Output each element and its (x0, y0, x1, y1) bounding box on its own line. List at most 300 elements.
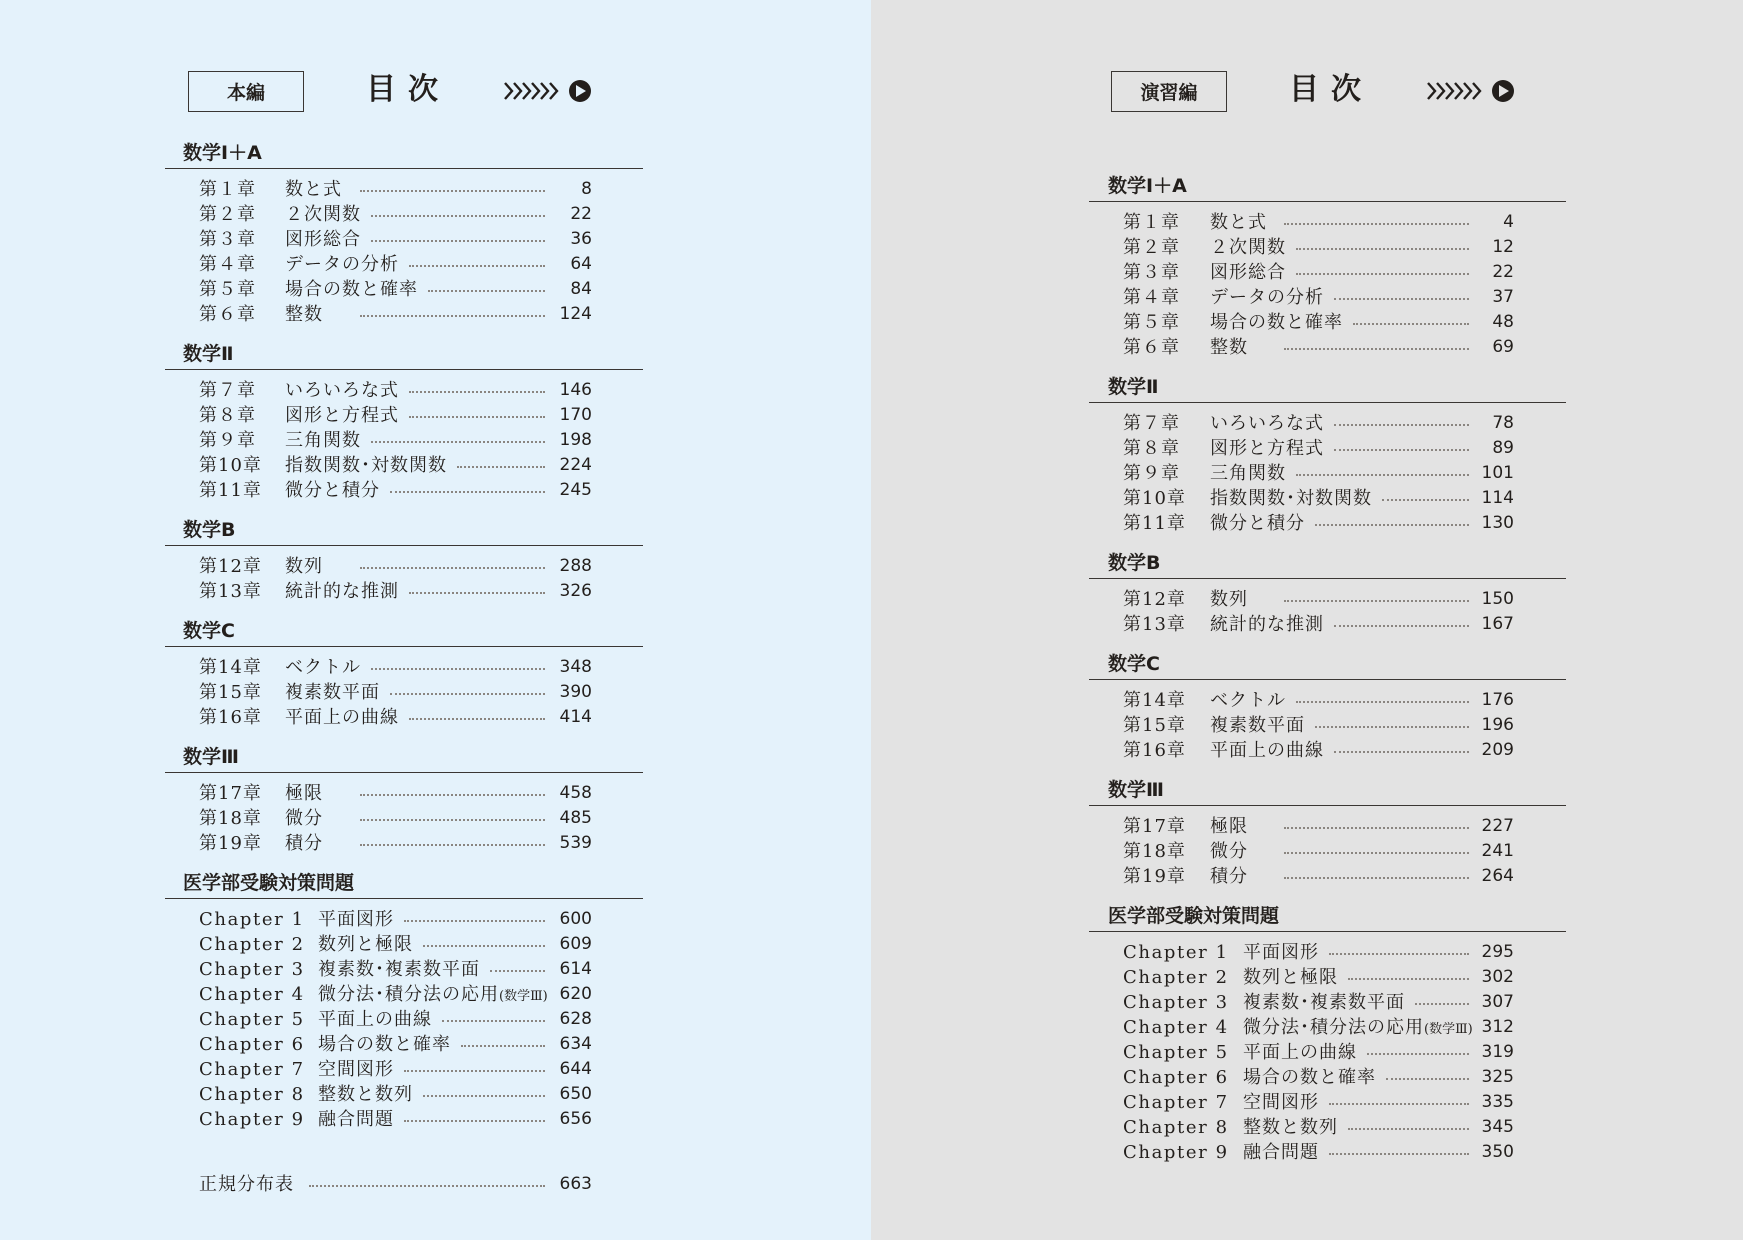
chapter-number: 第10章 (1123, 488, 1186, 509)
toc-entry[interactable] (1123, 1065, 1514, 1090)
chapter-title-text: 三角関数 (1210, 463, 1286, 484)
leader-dots (371, 215, 545, 217)
honpen-panel (0, 0, 871, 1240)
leader-dots (442, 1020, 545, 1022)
chapter-title-text: 融合問題 (318, 1109, 394, 1130)
toc-entry[interactable] (1123, 1015, 1514, 1040)
chapter-number: Chapter 8 (1123, 1117, 1229, 1138)
section-rule (165, 369, 643, 370)
chapter-title-text: データの分析 (285, 254, 399, 275)
leader-dots (1284, 600, 1469, 602)
appendix-title-text: 正規分布表 (199, 1174, 294, 1195)
chapter-number: 第８章 (1123, 438, 1180, 459)
chapter-title (318, 1107, 394, 1132)
page-number: 150 (1481, 589, 1514, 609)
page-number: 620 (559, 984, 592, 1004)
toc-entry[interactable] (1123, 461, 1514, 486)
leader-dots (1315, 726, 1469, 728)
chapter-title (1210, 260, 1286, 285)
toc-entry[interactable] (199, 478, 592, 503)
chapter-number: 第13章 (1123, 614, 1186, 635)
page-number: 167 (1481, 614, 1514, 634)
leader-dots (1296, 273, 1469, 275)
chapter-number: 第19章 (199, 833, 262, 854)
chapter-title-text: 極限 (285, 783, 323, 804)
leader-dots (390, 693, 545, 695)
toc-entry[interactable] (1123, 335, 1514, 360)
chapter-title-text: 場合の数と確率 (1243, 1067, 1376, 1088)
toc-entry[interactable] (199, 252, 592, 277)
page-number: 288 (559, 556, 592, 576)
chapter-number: Chapter 7 (1123, 1092, 1229, 1113)
leader-dots (1315, 524, 1469, 526)
chapter-title-text: 複素数平面 (285, 682, 380, 703)
chapter-title (1243, 1015, 1473, 1042)
chapter-number: 第２章 (199, 204, 256, 225)
page-number: 101 (1481, 463, 1514, 483)
toc-entry[interactable] (199, 1007, 592, 1032)
toc-entry[interactable] (199, 177, 592, 202)
toc-entry[interactable] (1123, 612, 1514, 637)
chapter-title-text: 数列 (1210, 589, 1248, 610)
page-number: 650 (559, 1084, 592, 1104)
enshu-title: 目次 (1289, 72, 1373, 107)
chapter-number: Chapter 8 (199, 1084, 305, 1105)
chapter-title (1210, 335, 1248, 360)
chapter-title (318, 932, 413, 957)
page-number: 69 (1492, 337, 1514, 357)
toc-entry[interactable] (1123, 411, 1514, 436)
leader-dots (1334, 751, 1469, 753)
chapter-number: 第16章 (199, 707, 262, 728)
leader-dots (409, 592, 545, 594)
toc-entry[interactable] (1123, 864, 1514, 889)
page-number: 628 (559, 1009, 592, 1029)
chapter-number: 第11章 (1123, 513, 1186, 534)
chapter-number: 第17章 (1123, 816, 1186, 837)
toc-entry[interactable] (1123, 1140, 1514, 1165)
chapter-number: Chapter 1 (1123, 942, 1229, 963)
chapter-title (1210, 411, 1324, 436)
leader-dots (371, 240, 545, 242)
chapter-title-text: ベクトル (285, 657, 361, 678)
chapter-title (318, 957, 480, 982)
chapter-title-text: 整数 (1210, 337, 1248, 358)
page-number: 295 (1481, 942, 1514, 962)
chapter-number: 第８章 (199, 405, 256, 426)
chapter-title-text: 微分 (1210, 841, 1248, 862)
leader-dots (360, 844, 545, 846)
toc-entry[interactable] (1123, 587, 1514, 612)
chapter-title-text: 統計的な推測 (1210, 614, 1324, 635)
page-number: 12 (1492, 237, 1514, 257)
page-number: 319 (1481, 1042, 1514, 1062)
leader-dots (1296, 474, 1469, 476)
toc-entry[interactable] (1123, 814, 1514, 839)
toc-entry[interactable] (1123, 310, 1514, 335)
chapter-title (1210, 310, 1343, 335)
appendix-title (199, 1172, 294, 1197)
section-rule (165, 772, 643, 773)
chapter-number: 第４章 (1123, 287, 1180, 308)
chapter-title-text: 微分法･積分法の応用 (1243, 1017, 1424, 1038)
chapter-number: Chapter 9 (199, 1109, 305, 1130)
toc-entry[interactable] (199, 907, 592, 932)
chapter-title (285, 227, 361, 252)
toc-entry[interactable] (1123, 285, 1514, 310)
leader-dots (360, 819, 545, 821)
chapter-number: 第14章 (199, 657, 262, 678)
leader-dots (1284, 877, 1469, 879)
chapter-title (1243, 990, 1405, 1015)
chapter-title-text: 数と式 (285, 179, 342, 200)
toc-entry[interactable] (199, 579, 592, 604)
toc-entry[interactable] (1123, 738, 1514, 763)
chapter-number: Chapter 1 (199, 909, 305, 930)
chapter-number: 第19章 (1123, 866, 1186, 887)
chapter-title (1210, 612, 1324, 637)
toc-entry[interactable] (1123, 210, 1514, 235)
chapter-title-text: ベクトル (1210, 690, 1286, 711)
chapter-title-text: 複素数平面 (1210, 715, 1305, 736)
chapter-title-text: いろいろな式 (1210, 413, 1324, 434)
leader-dots (1284, 348, 1469, 350)
page-number: 644 (559, 1059, 592, 1079)
section-title: 数学Ⅱ (183, 343, 234, 365)
chapter-title (285, 680, 380, 705)
chapter-title-note: (数学Ⅲ) (1424, 1022, 1473, 1037)
toc-entry[interactable] (1123, 1040, 1514, 1065)
chapter-number: 第12章 (199, 556, 262, 577)
chapter-title-text: 図形と方程式 (1210, 438, 1324, 459)
chapter-number: 第15章 (1123, 715, 1186, 736)
chapter-number: Chapter 5 (199, 1009, 305, 1030)
chapter-title-text: 空間図形 (1243, 1092, 1319, 1113)
section-title: 数学B (183, 519, 236, 541)
chapter-title (1243, 1090, 1319, 1115)
chapter-number: Chapter 2 (1123, 967, 1229, 988)
chapter-title-text: 積分 (285, 833, 323, 854)
chapter-title-text: 数列と極限 (1243, 967, 1338, 988)
chapter-title (285, 806, 323, 831)
chapter-title (1210, 486, 1372, 511)
page-number: 176 (1481, 690, 1514, 710)
chapter-number: Chapter 5 (1123, 1042, 1229, 1063)
chapter-title (285, 478, 380, 503)
toc-entry[interactable] (199, 302, 592, 327)
chapter-title (318, 1007, 432, 1032)
toc-entry[interactable] (199, 655, 592, 680)
chapter-number: 第18章 (199, 808, 262, 829)
chapter-number: Chapter 4 (199, 984, 305, 1005)
leader-dots (371, 441, 545, 443)
chapter-title (1210, 839, 1248, 864)
chapter-title-text: 平面図形 (318, 909, 394, 930)
section-title: 医学部受験対策問題 (183, 872, 355, 894)
arrow-chevrons-icon (503, 78, 593, 104)
chapter-title-text: 統計的な推測 (285, 581, 399, 602)
section-title: 数学B (1108, 552, 1161, 574)
toc-entry[interactable] (1123, 511, 1514, 536)
leader-dots (423, 945, 545, 947)
chapter-number: 第16章 (1123, 740, 1186, 761)
toc-entry[interactable] (199, 428, 592, 453)
chapter-title-text: 微分と積分 (285, 480, 380, 501)
chapter-title (1210, 814, 1248, 839)
chapter-title (318, 1082, 413, 1107)
page-number: 325 (1481, 1067, 1514, 1087)
toc-entry[interactable] (199, 227, 592, 252)
page-number: 37 (1492, 287, 1514, 307)
chapter-title-text: 場合の数と確率 (318, 1034, 451, 1055)
chapter-title-text: 場合の数と確率 (1210, 312, 1343, 333)
toc-entry[interactable] (199, 1082, 592, 1107)
chapter-title (1210, 587, 1248, 612)
section-title: 数学C (1108, 653, 1160, 675)
chapter-title (285, 277, 418, 302)
page-number: 124 (559, 304, 592, 324)
chapter-title-text: 複素数･複素数平面 (318, 959, 480, 980)
page-number: 130 (1481, 513, 1514, 533)
toc-entry[interactable] (199, 202, 592, 227)
leader-dots (1334, 449, 1469, 451)
leader-dots (404, 920, 545, 922)
section-rule (1089, 931, 1566, 932)
chapter-title-text: 平面上の曲線 (1243, 1042, 1357, 1063)
toc-entry[interactable] (1123, 235, 1514, 260)
leader-dots (1284, 223, 1469, 225)
chapter-number: Chapter 3 (1123, 992, 1229, 1013)
toc-entry[interactable] (1123, 1090, 1514, 1115)
toc-entry[interactable] (1123, 965, 1514, 990)
leader-dots (409, 416, 545, 418)
chapter-title (285, 579, 399, 604)
leader-dots (404, 1070, 545, 1072)
page-number: 312 (1481, 1017, 1514, 1037)
chapter-title (285, 831, 323, 856)
chapter-title-text: 極限 (1210, 816, 1248, 837)
chapter-number: 第７章 (199, 380, 256, 401)
arrow-chevrons-icon (1426, 78, 1516, 104)
chapter-title (1210, 864, 1248, 889)
chapter-number: 第４章 (199, 254, 256, 275)
chapter-title-text: 整数と数列 (1243, 1117, 1338, 1138)
chapter-title (285, 655, 361, 680)
page-number: 241 (1481, 841, 1514, 861)
page-number: 196 (1481, 715, 1514, 735)
chapter-title-text: 指数関数･対数関数 (285, 455, 447, 476)
chapter-number: Chapter 7 (199, 1059, 305, 1080)
toc-entry[interactable] (199, 932, 592, 957)
honpen-badge: 本編 (188, 71, 304, 112)
chapter-number: 第２章 (1123, 237, 1180, 258)
leader-dots (1334, 625, 1469, 627)
chapter-title-text: 場合の数と確率 (285, 279, 418, 300)
chapter-title-text: 平面上の曲線 (1210, 740, 1324, 761)
page-number: 22 (1492, 262, 1514, 282)
chapter-number: 第５章 (199, 279, 256, 300)
section-rule (1089, 805, 1566, 806)
leader-dots (1348, 978, 1469, 980)
toc-entry[interactable] (199, 831, 592, 856)
page-number: 8 (581, 179, 592, 199)
toc-entry[interactable] (199, 453, 592, 478)
page-number: 22 (570, 204, 592, 224)
leader-dots (1334, 298, 1469, 300)
chapter-number: 第18章 (1123, 841, 1186, 862)
chapter-title-text: 図形総合 (285, 229, 361, 250)
toc-entry[interactable] (1123, 260, 1514, 285)
chapter-number: 第３章 (1123, 262, 1180, 283)
chapter-title (285, 177, 342, 202)
section-rule (1089, 402, 1566, 403)
chapter-title-text: ２次関数 (285, 204, 361, 225)
chapter-number: Chapter 2 (199, 934, 305, 955)
chapter-title-text: 数列と極限 (318, 934, 413, 955)
toc-entry[interactable] (199, 378, 592, 403)
chapter-number: 第９章 (1123, 463, 1180, 484)
page-number: 614 (559, 959, 592, 979)
chapter-title-text: 数列 (285, 556, 323, 577)
chapter-title (1210, 688, 1286, 713)
section-title: 数学Ⅲ (183, 746, 239, 768)
page-number: 78 (1492, 413, 1514, 433)
toc-entry[interactable] (199, 1032, 592, 1057)
chapter-title (318, 982, 548, 1009)
toc-entry[interactable] (1123, 688, 1514, 713)
toc-entry[interactable] (1123, 990, 1514, 1015)
chapter-title (1243, 1065, 1376, 1090)
toc-entry[interactable] (199, 982, 592, 1007)
chapter-title (285, 554, 323, 579)
toc-entry[interactable] (199, 806, 592, 831)
chapter-title-text: ２次関数 (1210, 237, 1286, 258)
leader-dots (423, 1095, 545, 1097)
toc-entry[interactable] (1123, 436, 1514, 461)
chapter-title (1243, 965, 1338, 990)
chapter-title (285, 302, 323, 327)
chapter-title (1210, 511, 1305, 536)
section-rule (1089, 578, 1566, 579)
section-rule (165, 898, 643, 899)
chapter-title (285, 403, 399, 428)
chapter-title-text: 微分 (285, 808, 323, 829)
toc-entry[interactable] (1123, 839, 1514, 864)
chapter-title-text: 平面図形 (1243, 942, 1319, 963)
toc-entry[interactable] (199, 1107, 592, 1132)
page-number: 350 (1481, 1142, 1514, 1162)
page-number: 609 (559, 934, 592, 954)
page-number: 302 (1481, 967, 1514, 987)
chapter-title-text: 整数と数列 (318, 1084, 413, 1105)
page-number: 539 (559, 833, 592, 853)
section-rule (1089, 679, 1566, 680)
chapter-number: 第９章 (199, 430, 256, 451)
page-number: 335 (1481, 1092, 1514, 1112)
chapter-title (1210, 436, 1324, 461)
toc-entry[interactable] (199, 781, 592, 806)
page-number: 326 (559, 581, 592, 601)
chapter-title-text: 平面上の曲線 (285, 707, 399, 728)
chapter-title (285, 378, 399, 403)
toc-entry[interactable] (199, 277, 592, 302)
toc-entry[interactable] (199, 680, 592, 705)
chapter-title (1210, 461, 1286, 486)
chapter-title-text: 複素数･複素数平面 (1243, 992, 1405, 1013)
chapter-title-text: 空間図形 (318, 1059, 394, 1080)
leader-dots (390, 491, 545, 493)
toc-entry[interactable] (199, 554, 592, 579)
chapter-title (318, 1032, 451, 1057)
section-title: 数学Ⅱ (1108, 376, 1159, 398)
chapter-title-text: いろいろな式 (285, 380, 399, 401)
toc-entry[interactable] (1123, 713, 1514, 738)
page-number: 663 (559, 1174, 592, 1194)
chapter-number: Chapter 9 (1123, 1142, 1229, 1163)
chapter-title (1210, 713, 1305, 738)
chapter-number: Chapter 3 (199, 959, 305, 980)
leader-dots (1284, 827, 1469, 829)
page-number: 600 (559, 909, 592, 929)
chapter-title (285, 705, 399, 730)
leader-dots (409, 265, 545, 267)
toc-entry-appendix[interactable] (199, 1172, 592, 1197)
section-title: 数学Ⅲ (1108, 779, 1164, 801)
chapter-title-text: 整数 (285, 304, 323, 325)
page-number: 48 (1492, 312, 1514, 332)
chapter-number: 第５章 (1123, 312, 1180, 333)
chapter-number: Chapter 4 (1123, 1017, 1229, 1038)
chapter-number: 第14章 (1123, 690, 1186, 711)
honpen-title: 目次 (366, 72, 450, 107)
chapter-number: 第１章 (199, 179, 256, 200)
chapter-title (1243, 1115, 1338, 1140)
page-number: 458 (559, 783, 592, 803)
chapter-title-text: 図形総合 (1210, 262, 1286, 283)
page-number: 170 (559, 405, 592, 425)
toc-entry[interactable] (1123, 1115, 1514, 1140)
section-title: 数学C (183, 620, 235, 642)
chapter-number: 第13章 (199, 581, 262, 602)
toc-entry[interactable] (199, 705, 592, 730)
leader-dots (1329, 1153, 1469, 1155)
leader-dots (360, 567, 545, 569)
page-number: 114 (1481, 488, 1514, 508)
leader-dots (409, 718, 545, 720)
leader-dots (360, 315, 545, 317)
section-title: 医学部受験対策問題 (1108, 905, 1280, 927)
toc-entry[interactable] (199, 1057, 592, 1082)
leader-dots (1296, 248, 1469, 250)
section-title: 数学Ⅰ＋A (183, 142, 262, 164)
chapter-title-text: 融合問題 (1243, 1142, 1319, 1163)
chapter-number: 第15章 (199, 682, 262, 703)
chapter-number: 第６章 (1123, 337, 1180, 358)
toc-entry[interactable] (1123, 940, 1514, 965)
leader-dots (1296, 701, 1469, 703)
page-number: 84 (570, 279, 592, 299)
toc-entry[interactable] (199, 403, 592, 428)
chapter-number: Chapter 6 (1123, 1067, 1229, 1088)
toc-entry[interactable] (199, 957, 592, 982)
chapter-title (318, 907, 394, 932)
page-number: 224 (559, 455, 592, 475)
toc-entry[interactable] (1123, 486, 1514, 511)
page-number: 414 (559, 707, 592, 727)
page-number: 634 (559, 1034, 592, 1054)
chapter-number: 第６章 (199, 304, 256, 325)
page-number: 89 (1492, 438, 1514, 458)
